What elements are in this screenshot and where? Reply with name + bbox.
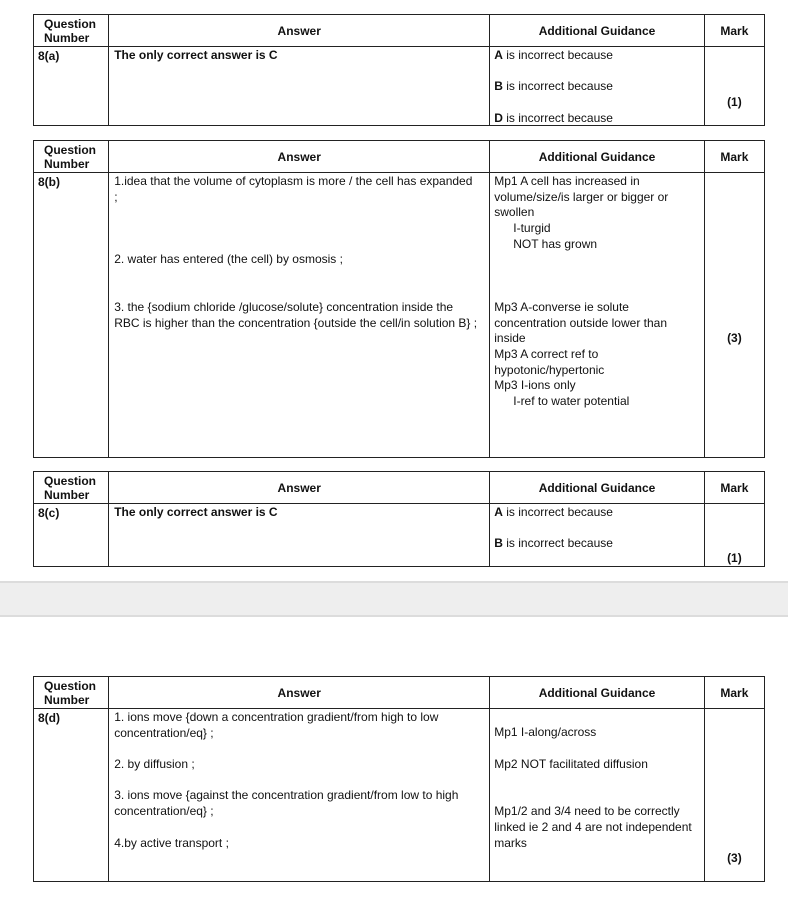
- guidance-line: Mp1/2 and 3/4 need to be correctly: [494, 804, 680, 818]
- answer-line: concentration/eq} ;: [114, 804, 214, 818]
- answer-line: 2. by diffusion ;: [114, 757, 195, 771]
- header-guidance: Additional Guidance: [490, 472, 705, 504]
- guidance-line: hypotonic/hypertonic: [494, 363, 605, 377]
- header-mark: Mark: [704, 15, 764, 47]
- guidance-line: Mp2 NOT facilitated diffusion: [494, 757, 648, 771]
- mark-table-8a: [33, 14, 765, 126]
- header-answer: Answer: [109, 141, 490, 173]
- header-answer: Answer: [109, 15, 490, 47]
- answer-line: 4.by active transport ;: [114, 836, 229, 850]
- guidance-line: D is incorrect because: [494, 111, 613, 125]
- answer-text: The only correct answer is C: [114, 505, 278, 519]
- header-mark: Mark: [704, 472, 764, 504]
- question-number: 8(d): [38, 711, 60, 725]
- answer-line: 1.idea that the volume of cytoplasm is more / the cell has expanded: [114, 174, 473, 188]
- header-guidance: Additional Guidance: [490, 15, 705, 47]
- guidance-line: Mp3 I-ions only: [494, 378, 576, 392]
- guidance-line: I-ref to water potential: [513, 394, 630, 408]
- answer-text: The only correct answer is C: [114, 48, 278, 62]
- header-answer: Answer: [109, 472, 490, 504]
- question-number: 8(b): [38, 175, 60, 189]
- answer-line: RBC is higher than the concentration {outside the cell/in solution B} ;: [114, 316, 478, 330]
- answer-line: 1. ions move {down a concentration gradient/from high to low: [114, 710, 439, 724]
- header-question-number: Question Number: [34, 677, 109, 709]
- guidance-line: Mp3 A-converse ie solute: [494, 300, 629, 314]
- page-break: [0, 581, 788, 617]
- guidance-line: marks: [494, 836, 527, 850]
- answer-line: 3. ions move {against the concentration gradient/from low to high: [114, 788, 459, 802]
- guidance-line: A is incorrect because: [494, 48, 613, 62]
- mark-value: (1): [727, 551, 742, 565]
- header-question-number: Question Number: [34, 141, 109, 173]
- header-mark: Mark: [704, 141, 764, 173]
- mark-table-8b: [33, 140, 765, 458]
- mark-value: (1): [727, 95, 742, 109]
- guidance-line: Mp3 A correct ref to: [494, 347, 599, 361]
- guidance-line: volume/size/is larger or bigger or: [494, 190, 669, 204]
- guidance-line: A is incorrect because: [494, 505, 613, 519]
- mark-table-8d: [33, 676, 765, 882]
- header-question-number: Question Number: [34, 472, 109, 504]
- guidance-line: concentration outside lower than: [494, 316, 668, 330]
- header-mark: Mark: [704, 677, 764, 709]
- header-answer: Answer: [109, 677, 490, 709]
- question-number: 8(c): [38, 506, 60, 520]
- question-number: 8(a): [38, 49, 60, 63]
- header-question-number: Question Number: [34, 15, 109, 47]
- mark-value: (3): [727, 851, 742, 865]
- mark-value: (3): [727, 331, 742, 345]
- guidance-line: I-turgid: [513, 221, 551, 235]
- header-guidance: Additional Guidance: [490, 677, 705, 709]
- answer-line: ;: [114, 190, 118, 204]
- answer-line: concentration/eq} ;: [114, 726, 214, 740]
- answer-line: 3. the {sodium chloride /glucose/solute} concentration inside the: [114, 300, 454, 314]
- mark-table-8c: [33, 471, 765, 567]
- guidance-line: swollen: [494, 205, 535, 219]
- header-guidance: Additional Guidance: [490, 141, 705, 173]
- guidance-line: Mp1 A cell has increased in: [494, 174, 640, 188]
- guidance-line: B is incorrect because: [494, 536, 613, 550]
- answer-line: 2. water has entered (the cell) by osmosis ;: [114, 252, 343, 266]
- guidance-line: linked ie 2 and 4 are not independent: [494, 820, 692, 834]
- guidance-line: inside: [494, 331, 526, 345]
- guidance-line: NOT has grown: [513, 237, 598, 251]
- guidance-line: B is incorrect because: [494, 79, 613, 93]
- guidance-line: Mp1 I-along/across: [494, 725, 597, 739]
